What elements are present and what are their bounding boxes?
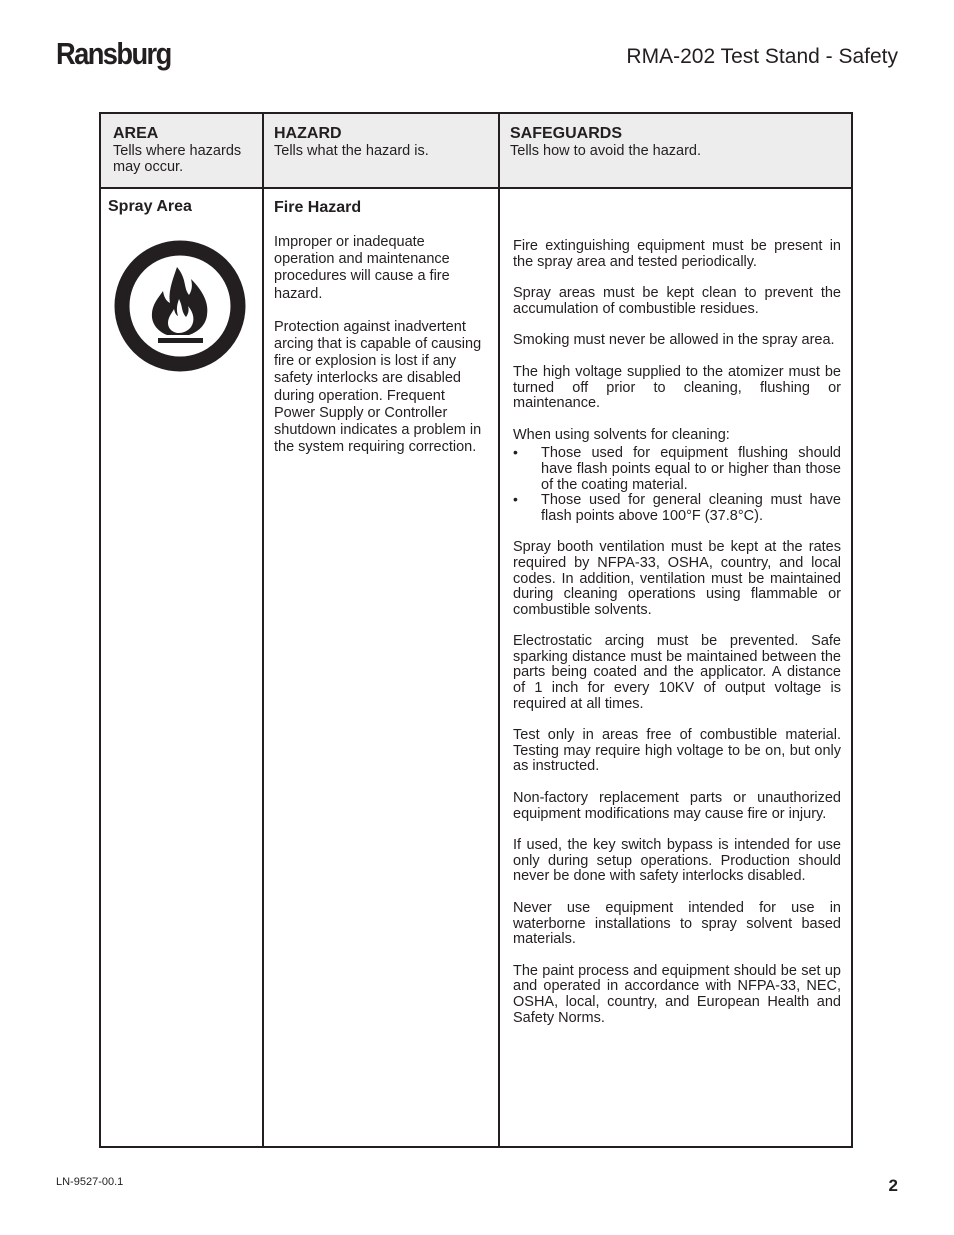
safeguard-paragraph: If used, the key switch bypass is intended for use only during setup operations. Production should never be done with safety interlocks disabled.	[513, 837, 841, 885]
safeguard-paragraph: Non-factory replacement parts or unauthorized equipment modifications may cause fire or injury.	[513, 790, 841, 822]
safeguard-paragraph: The paint process and equipment should be set up and operated in accordance with NFPA-33, NEC, OSHA, local, country, and European Health and Safety Norms.	[513, 962, 841, 1026]
safeguard-paragraph: Fire extinguishing equipment must be present in the spray area and tested periodically.	[513, 238, 841, 270]
safeguard-paragraph: Electrostatic arcing must be prevented. Safe sparking distance must be maintained between the parts being coated and the applicator. A distance of 1 inch for every 10KV of output voltage is required at all times.	[513, 633, 841, 712]
hazard-paragraph: Protection against inadvertent arcing that is capable of causing fire or explosion is lost if any safety interlocks are disabled during operation. Frequent Power Supply or Controller shutdown indicates a problem in the system requiring correction.	[274, 318, 482, 456]
safeguard-paragraph: Never use equipment intended for use in waterborne installations to spray solvent based materials.	[513, 900, 841, 948]
safeguard-paragraph: Spray booth ventilation must be kept at the rates required by NFPA-33, OSHA, country, and local codes. In addition, ventilation must be maintained during cleaning operations using flammable or combustible solvents.	[513, 539, 841, 618]
header-safeguards-title: SAFEGUARDS	[510, 125, 623, 142]
header-area	[113, 124, 258, 175]
safety-table	[99, 112, 853, 1148]
hazard-column	[274, 198, 486, 472]
safeguard-paragraph: Smoking must never be allowed in the spray area.	[513, 332, 835, 349]
safeguard-paragraph: Test only in areas free of combustible material. Testing may require high voltage to be on, but only as instructed.	[513, 727, 841, 775]
brand-logo: Ransburg	[56, 36, 171, 71]
hazard-paragraph: Improper or inadequate operation and maintenance procedures will cause a fire hazard.	[274, 234, 450, 302]
column-divider	[262, 114, 264, 1146]
fire-hazard-icon	[113, 239, 247, 373]
list-item-text: Those used for equipment flushing should have flash points equal to or higher than those of the coating material.	[541, 445, 841, 493]
header-area-subtitle: Tells where hazards may occur.	[113, 143, 242, 175]
header-safeguards	[510, 124, 840, 159]
solvent-lead: When using solvents for cleaning:	[513, 426, 730, 443]
list-item-text: Those used for general cleaning must have flash points above 100°F (37.8°C).	[541, 492, 841, 524]
safeguard-paragraph: The high voltage supplied to the atomizer must be turned off prior to cleaning, flushing or maintenance.	[513, 363, 841, 412]
list-item	[513, 446, 841, 493]
page-number: 2	[888, 1176, 898, 1195]
list-item	[513, 493, 841, 524]
column-divider	[498, 114, 500, 1146]
header-safeguards-subtitle: Tells how to avoid the hazard.	[510, 143, 702, 159]
header-hazard	[274, 124, 494, 159]
document-number: LN-9527-00.1	[56, 1176, 124, 1188]
solvent-list	[513, 446, 841, 524]
area-label: Spray Area	[108, 198, 192, 215]
safeguard-paragraph: Spray areas must be kept clean to prevent the accumulation of combustible residues.	[513, 285, 841, 317]
document-title: RMA-202 Test Stand - Safety	[626, 45, 898, 68]
safeguards-column	[513, 239, 841, 1042]
header-hazard-subtitle: Tells what the hazard is.	[274, 143, 429, 159]
bullet-icon: •	[513, 444, 518, 461]
bullet-icon: •	[513, 491, 518, 508]
header-hazard-title: HAZARD	[274, 125, 342, 142]
header-area-title: AREA	[113, 125, 159, 142]
hazard-title: Fire Hazard	[274, 199, 362, 216]
